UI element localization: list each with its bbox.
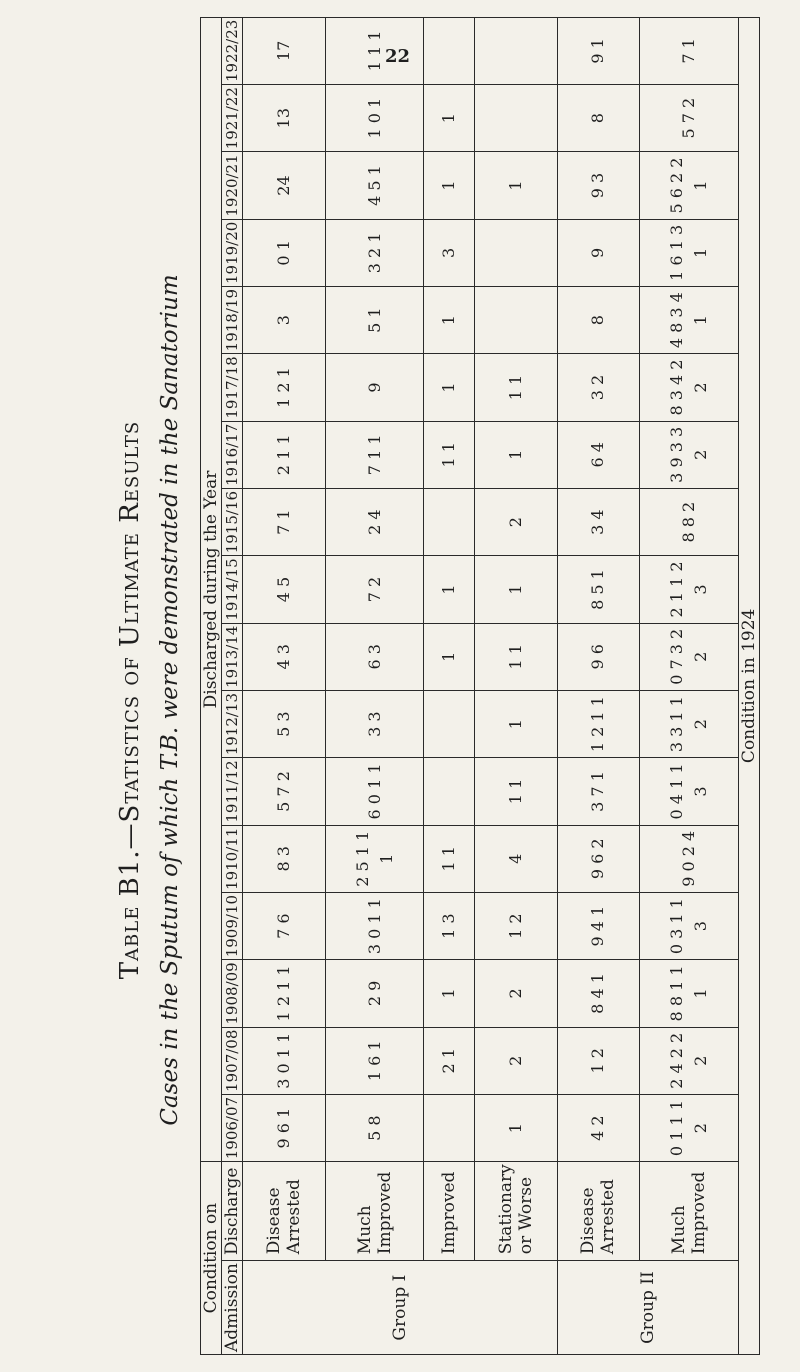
table-cell: 6 4 (557, 421, 640, 488)
table-cell: 3 4 (557, 488, 640, 555)
condition-1924-header: Condition in 1924 (739, 17, 760, 1354)
table-cell (424, 690, 474, 757)
table-cell: 8 3 4 2 2 (640, 354, 739, 421)
table-cell: 2 4 2 2 2 (640, 1027, 739, 1094)
table-title: Table B1.—Statistics of Ultimate Results (115, 420, 145, 980)
table-cell: 8 8 1 1 1 (640, 960, 739, 1027)
statistics-table (200, 17, 760, 1355)
table-cell: 1 2 1 1 (557, 690, 640, 757)
table-cell: 4 8 3 4 1 (640, 287, 739, 354)
table-cell (474, 287, 557, 354)
table-cell: 1 (474, 556, 557, 623)
table-cell: 2 9 (325, 960, 424, 1027)
table-cell: 4 5 (243, 556, 326, 623)
table-cell: 3 2 1 (325, 219, 424, 286)
year-header: 1906/07 (222, 1094, 243, 1161)
table-cell: 7 1 (640, 17, 739, 84)
year-header: 1917/18 (222, 354, 243, 421)
table-cell: 1 (474, 1094, 557, 1161)
table-cell: 6 0 1 1 (325, 758, 424, 825)
table-cell: 1 2 1 1 (243, 960, 326, 1027)
table-cell: 1 (424, 623, 474, 690)
table-cell (424, 17, 474, 84)
table-cell: 3 3 1 1 2 (640, 690, 739, 757)
table-row (243, 17, 326, 1354)
table-cell: 8 3 (243, 825, 326, 892)
table-cell (424, 1094, 474, 1161)
table-cell: 1 (474, 152, 557, 219)
table-cell: 0 1 (243, 219, 326, 286)
table-cell: 1 (424, 287, 474, 354)
table-cell: 2 1 1 (243, 421, 326, 488)
table-cell: 3 7 1 (557, 758, 640, 825)
table-cell: 7 2 (325, 556, 424, 623)
table-cell: 0 3 1 1 3 (640, 892, 739, 959)
year-header: 1908/09 (222, 960, 243, 1027)
year-header: 1913/14 (222, 623, 243, 690)
table-cell: 2 1 (424, 1027, 474, 1094)
table-cell: 1 3 (424, 892, 474, 959)
table-cell: 0 7 3 2 2 (640, 623, 739, 690)
table-cell: 8 5 1 (557, 556, 640, 623)
table-cell: 1 1 (474, 623, 557, 690)
table-cell: 1 1 (474, 354, 557, 421)
table-cell: 1 (424, 354, 474, 421)
discharged-during-header: Discharged during the Year (201, 17, 222, 1162)
year-header: 1916/17 (222, 421, 243, 488)
table-cell: 2 5 1 1 1 (325, 825, 424, 892)
table-cell: 3 0 1 1 (325, 892, 424, 959)
table-cell: 3 (243, 287, 326, 354)
table-cell: 1 1 (424, 825, 474, 892)
table-cell: 5 7 2 (243, 758, 326, 825)
year-header: 1915/16 (222, 488, 243, 555)
table-cell: 5 1 (325, 287, 424, 354)
table-cell: 3 9 3 3 2 (640, 421, 739, 488)
table-cell: 1 2 1 (243, 354, 326, 421)
table-cell: 1 6 1 3 1 (640, 219, 739, 286)
table-row (325, 17, 424, 1354)
table-cell: 1 1 1 (325, 17, 424, 84)
table-cell: 9 6 1 (243, 1094, 326, 1161)
table-subtitle: Cases in the Sputum of which T.B. were demonstrated in the Sanatorium (157, 274, 183, 1126)
year-header: 1919/20 (222, 219, 243, 286)
table-cell: 9 (557, 219, 640, 286)
statistics-table-rotated (200, 19, 760, 1355)
table-cell: 1 2 (474, 892, 557, 959)
table-cell: 3 (424, 219, 474, 286)
table-cell: 1 (424, 556, 474, 623)
table-row (557, 17, 640, 1354)
table-cell: 7 1 (243, 488, 326, 555)
year-header: 1921/22 (222, 85, 243, 152)
table-cell: 8 4 1 (557, 960, 640, 1027)
year-header: 1912/13 (222, 690, 243, 757)
year-header: 1907/08 (222, 1027, 243, 1094)
group-label: Group II (557, 1261, 739, 1355)
table-cell: 1 6 1 (325, 1027, 424, 1094)
table-cell: 9 6 (557, 623, 640, 690)
table-cell: 8 8 2 (640, 488, 739, 555)
admission-header: Admission (222, 1261, 243, 1355)
table-cell: 0 1 1 1 2 (640, 1094, 739, 1161)
table-cell: 2 (474, 488, 557, 555)
discharge-condition: Much Improved (640, 1162, 739, 1261)
table-cell: 9 (325, 354, 424, 421)
year-header: 1914/15 (222, 556, 243, 623)
discharge-condition: Improved (424, 1162, 474, 1261)
page-number: 22 (385, 46, 411, 67)
table-row (424, 17, 474, 1354)
table-cell: 0 4 1 1 3 (640, 758, 739, 825)
year-header: 1909/10 (222, 892, 243, 959)
year-header: 1920/21 (222, 152, 243, 219)
table-cell: 13 (243, 85, 326, 152)
table-cell: 17 (243, 17, 326, 84)
table-cell: 1 1 (474, 758, 557, 825)
table-cell: 3 0 1 1 (243, 1027, 326, 1094)
group-label: Group I (243, 1261, 558, 1355)
table-cell: 8 (557, 287, 640, 354)
year-header: 1910/11 (222, 825, 243, 892)
table-cell: 9 6 2 (557, 825, 640, 892)
table-cell: 7 6 (243, 892, 326, 959)
table-cell: 4 2 (557, 1094, 640, 1161)
table-cell: 5 6 2 2 1 (640, 152, 739, 219)
year-header: 1918/19 (222, 287, 243, 354)
year-header: 1922/23 (222, 17, 243, 84)
table-cell (424, 488, 474, 555)
table-cell: 6 3 (325, 623, 424, 690)
table-row (640, 17, 739, 1354)
table-caption (110, 100, 190, 1300)
discharge-condition: Disease Arrested (243, 1162, 326, 1261)
discharge-condition: Much Improved (325, 1162, 424, 1261)
table-cell: 5 8 (325, 1094, 424, 1161)
table-cell: 2 (474, 960, 557, 1027)
table-cell: 1 1 (424, 421, 474, 488)
discharge-condition: Disease Arrested (557, 1162, 640, 1261)
table-cell: 2 1 1 2 3 (640, 556, 739, 623)
table-cell: 9 3 (557, 152, 640, 219)
table-cell: 9 1 (557, 17, 640, 84)
table-row (474, 17, 557, 1354)
table-cell: 3 3 (325, 690, 424, 757)
table-cell (424, 758, 474, 825)
discharge-header: Discharge (222, 1162, 243, 1261)
table-cell: 5 3 (243, 690, 326, 757)
table-cell: 1 0 1 (325, 85, 424, 152)
table-cell (474, 17, 557, 84)
table-cell: 1 (474, 421, 557, 488)
table-cell: 9 0 2 4 (640, 825, 739, 892)
table-cell: 1 (474, 690, 557, 757)
table-cell: 5 7 2 (640, 85, 739, 152)
table-cell: 4 3 (243, 623, 326, 690)
table-cell (474, 85, 557, 152)
table-cell: 4 (474, 825, 557, 892)
table-cell: 4 5 1 (325, 152, 424, 219)
table-cell: 8 (557, 85, 640, 152)
table-cell: 9 4 1 (557, 892, 640, 959)
table-cell: 1 (424, 85, 474, 152)
table-cell: 3 2 (557, 354, 640, 421)
table-cell: 2 4 (325, 488, 424, 555)
year-header: 1911/12 (222, 758, 243, 825)
table-cell (474, 219, 557, 286)
table-cell: 7 1 1 (325, 421, 424, 488)
condition-on-header: Condition on (201, 1162, 222, 1355)
table-cell: 1 (424, 960, 474, 1027)
table-cell: 2 (474, 1027, 557, 1094)
discharge-condition: Stationary or Worse (474, 1162, 557, 1261)
table-cell: 1 (424, 152, 474, 219)
table-cell: 24 (243, 152, 326, 219)
table-cell: 1 2 (557, 1027, 640, 1094)
